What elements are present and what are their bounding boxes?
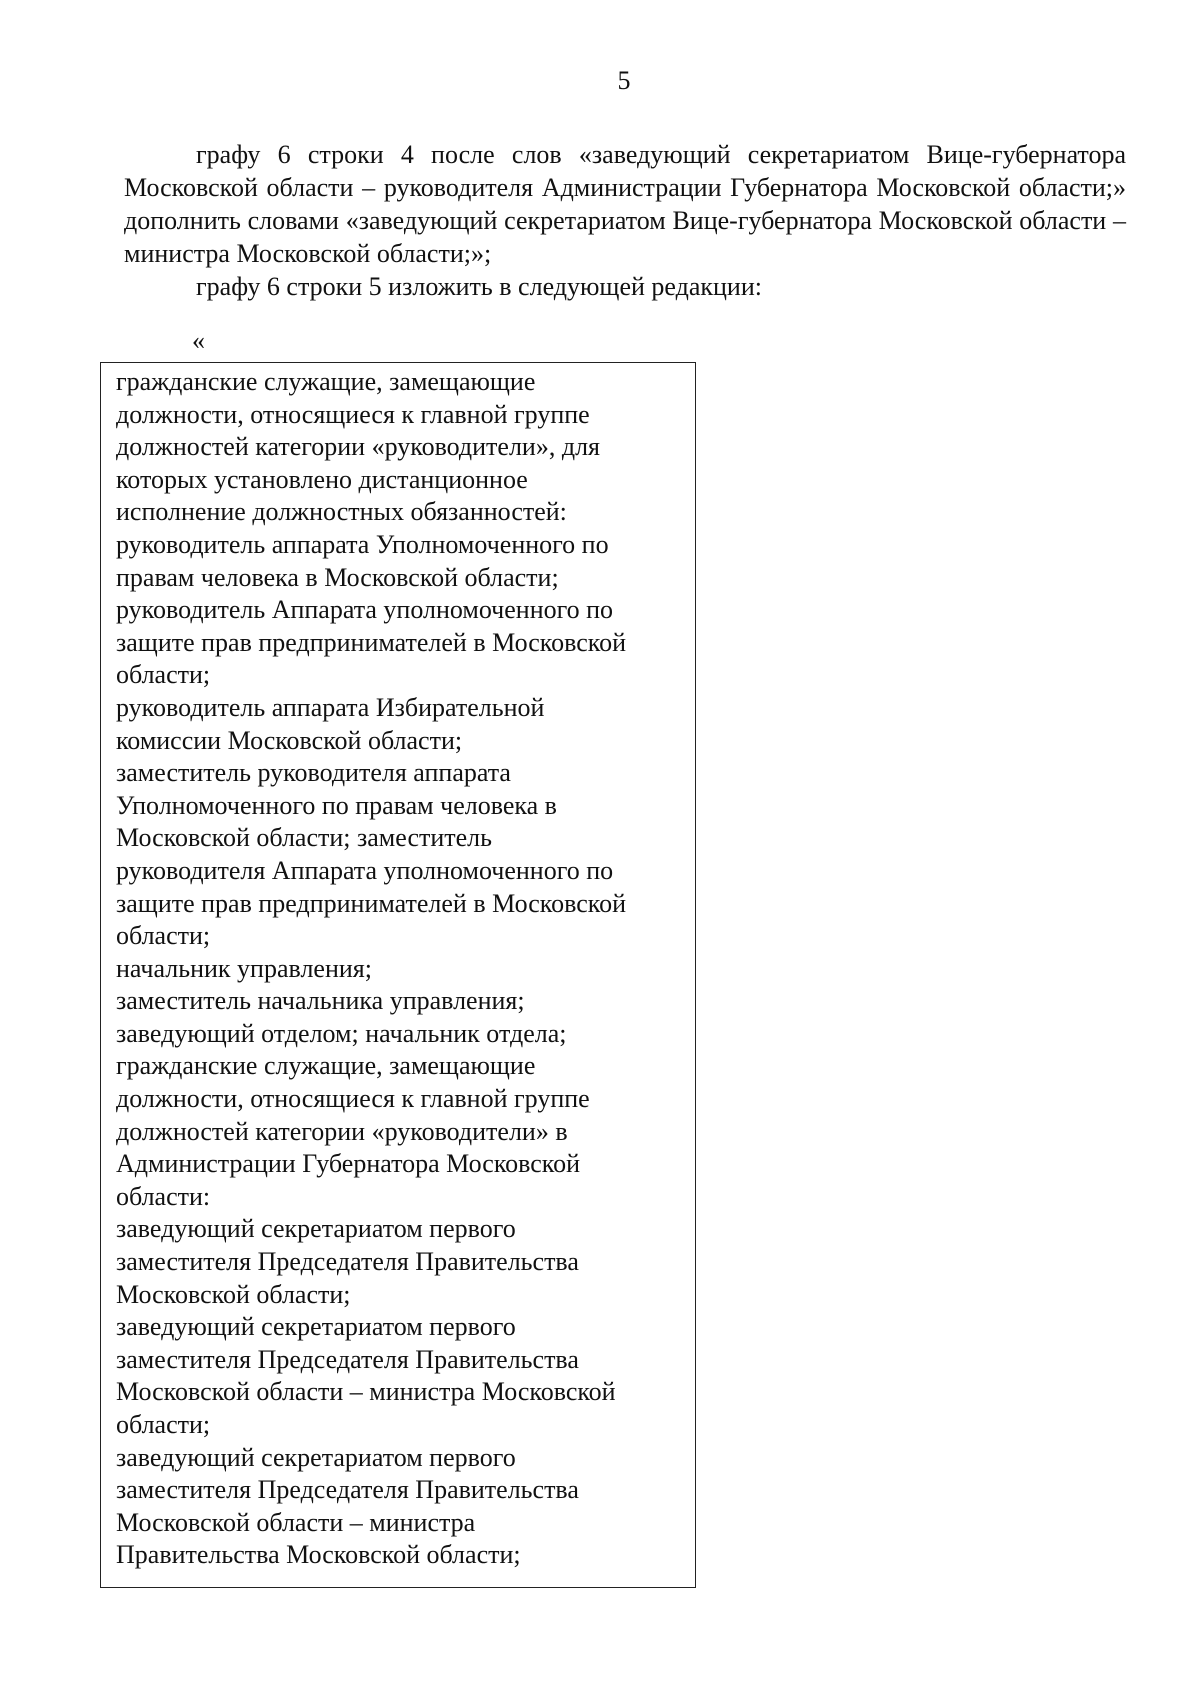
cell-line: гражданские служащие, замещающие [116, 367, 536, 396]
cell-line: области; [116, 660, 211, 690]
cell-line: исполнение должностных обязанностей: [116, 497, 567, 527]
cell-line: заместитель руководителя аппарата [116, 758, 511, 788]
cell-line: области; [116, 1410, 211, 1439]
cell-line: Администрации Губернатора Московской [116, 1149, 581, 1179]
paragraph-amend-row-4: графу 6 строки 4 после слов «заведующий секретариатом Вице-губернатора Московской области – руководителя Администрации Губернатора Московской области;» дополнить словами «заведующий секретариатом Вице-губернатора Московской области – министра Московской области;»; [124, 140, 1126, 268]
cell-line: заместителя Председателя Правительства [116, 1247, 579, 1277]
cell-line: которых установлено дистанционное [116, 464, 528, 494]
cell-line: должности, относящиеся к главной группе [116, 1084, 590, 1114]
cell-line: заведующий секретариатом первого [116, 1214, 516, 1244]
cell-line: руководителя Аппарата уполномоченного по [116, 855, 614, 885]
paragraph-amend-row-5: графу 6 строки 5 изложить в следующей редакции: [196, 272, 762, 301]
cell-line: защите прав предпринимателей в Московской [116, 888, 626, 918]
cell-line: должностей категории «руководители», для [116, 432, 601, 462]
cell-line: должностей категории «руководители» в [116, 1116, 568, 1146]
opening-quote-mark: « [192, 326, 205, 355]
cell-line: Московской области; [116, 1279, 351, 1309]
cell-line: заместитель начальника управления; [116, 986, 525, 1016]
cell-line: защите прав предпринимателей в Московской [116, 627, 626, 657]
cell-line: Правительства Московской области; [116, 1540, 521, 1570]
cell-line: руководитель Аппарата уполномоченного по [116, 595, 614, 625]
intro-text [124, 138, 1126, 303]
cell-line: области: [116, 1181, 211, 1211]
cell-line: заведующий отделом; начальник отдела; [116, 1018, 567, 1048]
cell-line: руководитель аппарата Избирательной [116, 692, 545, 722]
cell-line: заведующий секретариатом первого [116, 1442, 516, 1472]
cell-line: заместителя Председателя Правительства [116, 1475, 579, 1505]
cell-line: правам человека в Московской области; [116, 562, 559, 592]
cell-line: должности, относящиеся к главной группе [116, 399, 590, 429]
cell-line: гражданские служащие, замещающие [116, 1051, 536, 1081]
cell-line: руководитель аппарата Уполномоченного по [116, 529, 609, 559]
cell-line: Московской области; заместитель [116, 823, 492, 853]
table-cell-column-6-row-5 [116, 366, 696, 1572]
cell-line: Уполномоченного по правам человека в [116, 790, 557, 820]
cell-line: заместителя Председателя Правительства [116, 1344, 579, 1374]
cell-line: заведующий секретариатом первого [116, 1312, 516, 1342]
cell-line: комиссии Московской области; [116, 725, 463, 755]
cell-line: Московской области – министра Московской [116, 1377, 616, 1407]
page-number: 5 [617, 66, 631, 95]
cell-line: Московской области – министра [116, 1507, 476, 1537]
cell-line: области; [116, 921, 211, 951]
cell-line: начальник управления; [116, 953, 372, 983]
